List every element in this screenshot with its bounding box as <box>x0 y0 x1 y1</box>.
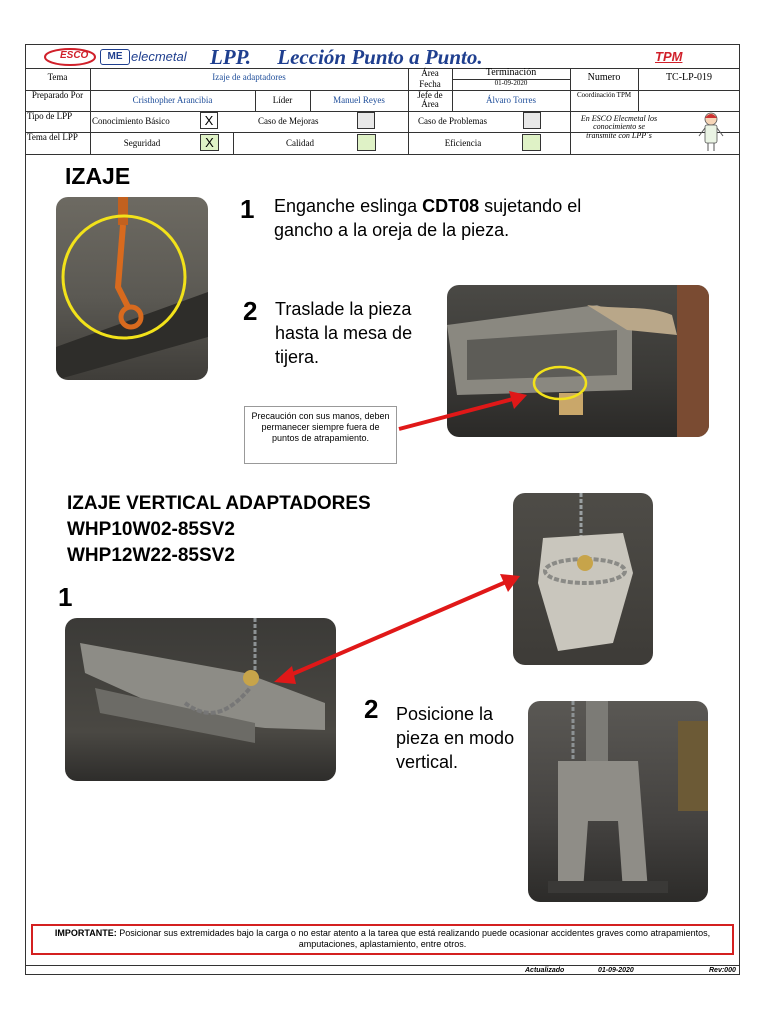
tema-label: Tema <box>47 72 68 82</box>
mascot-icon <box>696 110 726 152</box>
seguridad-checkbox[interactable]: X <box>200 134 219 151</box>
section-heading-vertical <box>67 491 371 569</box>
footer-actualizado-label: Actualizado <box>525 967 565 974</box>
footer-revision: Rev:000 <box>709 967 736 974</box>
coordinacion-label: Coordinación TPM <box>576 91 632 99</box>
vertical-step2-number: 2 <box>364 694 379 724</box>
vertical-step2-text: Posicione la pieza en modo vertical. <box>396 704 515 772</box>
document-title: LPP. Lección Punto a Punto. <box>210 45 483 69</box>
footer-rule <box>25 965 740 966</box>
header-col-rule <box>233 132 234 154</box>
numero-value: TC-LP-019 <box>665 72 713 83</box>
vertical-step1-number: 1 <box>58 582 73 612</box>
eficiencia-checkbox[interactable] <box>522 134 541 151</box>
esco-logo-text: ESCO <box>60 50 89 61</box>
caso-mejoras-label: Caso de Mejoras <box>258 116 319 126</box>
numero-label: Numero <box>587 72 621 83</box>
footer-date: 01-09-2020 <box>598 967 634 974</box>
calidad-label: Calidad <box>286 138 314 148</box>
section-heading-izaje: IZAJE <box>65 163 131 189</box>
seguridad-label: Seguridad <box>123 138 161 148</box>
header-rule <box>25 90 740 91</box>
fecha-label: Fecha <box>419 79 441 89</box>
eficiencia-label: Eficiencia <box>444 138 482 148</box>
area-label: Área <box>421 68 439 78</box>
caso-problemas-checkbox[interactable] <box>523 112 541 129</box>
caso-problemas-label: Caso de Problemas <box>418 116 487 126</box>
motto-text: En ESCO Elecmetal los conocimiento se transmite con LPP´s <box>580 114 658 140</box>
photo-hook-sling <box>56 197 208 380</box>
lider-value: Manuel Reyes <box>333 95 385 105</box>
izaje-step2-text: Traslade la pieza hasta la mesa de tijera. <box>275 299 413 367</box>
elecmetal-logo-text: elecmetal <box>131 49 187 64</box>
preparado-label: Preparado Por <box>31 90 84 100</box>
tema-value: Izaje de adaptadores <box>212 72 286 82</box>
caso-mejoras-checkbox[interactable] <box>357 112 375 129</box>
header-rule <box>25 154 740 155</box>
calidad-checkbox[interactable] <box>357 134 376 151</box>
conocimiento-basico-checkbox[interactable]: X <box>200 112 218 129</box>
part-number-1: WHP10W02-85SV2 <box>67 519 235 540</box>
conocimiento-basico-label: Conocimiento Básico <box>92 116 170 126</box>
izaje-step2-number: 2 <box>243 296 258 326</box>
jefe-area-label: Jefe de Área <box>417 90 443 110</box>
elecmetal-logo-mark: ME <box>100 49 130 65</box>
preparado-value: Cristhopher Arancibia <box>132 95 213 105</box>
izaje-step1-text: Enganche eslinga CDT08 sujetando el gancho a la oreja de la pieza. <box>274 196 582 240</box>
tpm-logo: TPM <box>655 49 683 64</box>
caution-note: Precaución con sus manos, deben permanecer siempre fuera de puntos de atrapamiento. <box>244 406 397 464</box>
link-arrow <box>268 568 528 688</box>
izaje-step1-number: 1 <box>240 194 255 224</box>
part-number-2: WHP12W22-85SV2 <box>67 545 235 566</box>
header-rule <box>25 111 740 112</box>
photo-adapter-vertical <box>528 701 708 902</box>
caution-arrow <box>395 385 535 435</box>
photo-chain-closeup <box>513 493 653 665</box>
important-warning: IMPORTANTE: Posicionar sus extremidades bajo la carga o no estar atento a la tarea que está realizando puede ocasionar accidentes graves como atrapamientos, amputaciones, aplastamiento, entre otros. <box>31 924 734 955</box>
tipo-lpp-label: Tipo de LPP <box>27 111 73 121</box>
section-heading-line: IZAJE VERTICAL ADAPTADORES <box>67 493 371 514</box>
terminacion-label: Terminación <box>452 68 570 80</box>
lider-label: Líder <box>272 95 293 105</box>
tema-lpp-label: Tema del LPP <box>27 132 78 142</box>
jefe-area-value: Álvaro Torres <box>486 95 536 105</box>
terminacion-date: 01-09-2020 <box>494 79 528 87</box>
